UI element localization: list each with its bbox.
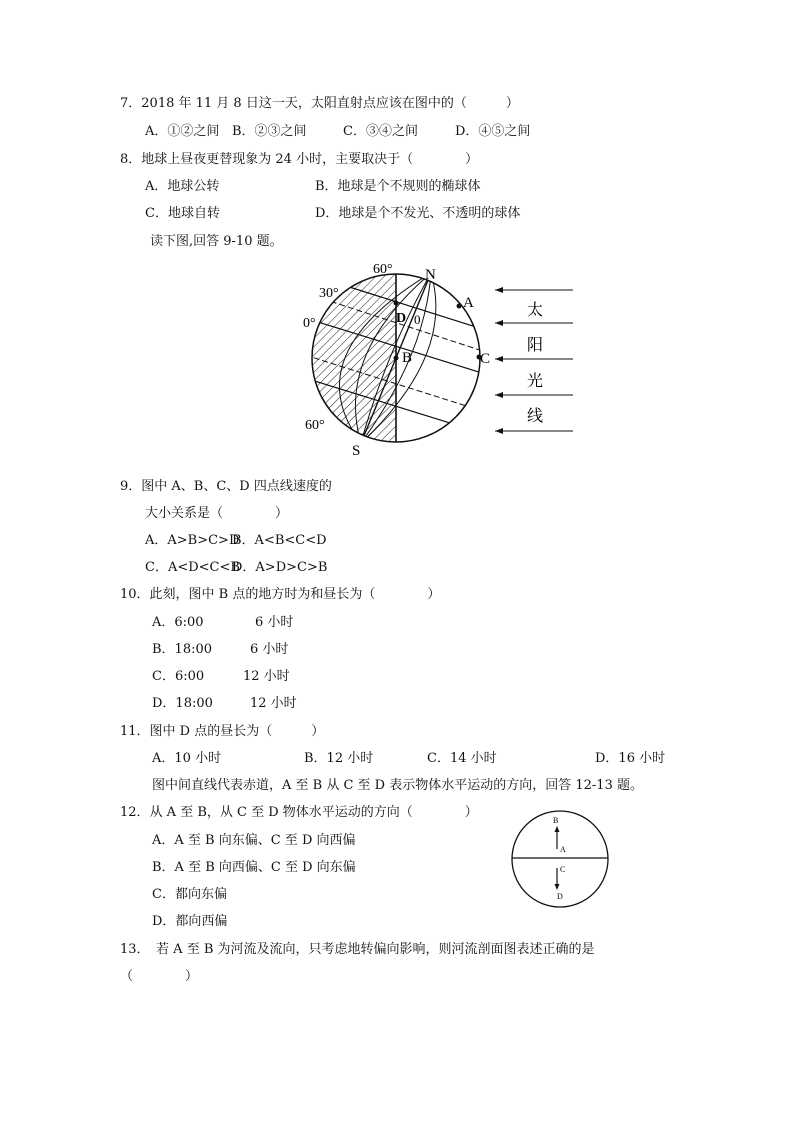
q9-option-d: D．A>D>C>B	[232, 560, 328, 575]
q12-option-a: A．A 至 B 向东偏、C 至 D 向西偏	[152, 833, 356, 848]
q9-option-c: C．A<D<C<B	[145, 560, 240, 575]
intro-9-10: 读下图,回答 9-10 题。	[150, 234, 283, 249]
lat-60-bottom-label: 60°	[305, 418, 325, 433]
q12-option-c: C．都向东偏	[152, 887, 227, 902]
fig2-label-c: C	[560, 865, 566, 874]
sun-arrow-3	[495, 356, 503, 362]
q13-stem: 13． 若 A 至 B 为河流及流向，只考虑地转偏向影响，则河流剖面图表述正确的是	[120, 942, 595, 957]
q9-option-b: B．A<B<C<D	[232, 533, 327, 548]
q7-stem: 7．2018 年 11 月 8 日这一天，太阳直射点应该在图中的（ ）	[120, 96, 519, 111]
q7-option-a: A．①②之间	[145, 124, 220, 139]
arrow-c-to-d-head	[555, 884, 560, 890]
q10-option-c-hours: 12 小时	[243, 669, 290, 684]
sun-arrow-1	[495, 287, 503, 293]
q8-option-b: B．地球是个不规则的椭球体	[315, 179, 481, 194]
q8-option-a: A．地球公转	[145, 179, 220, 194]
fig2-label-b: B	[553, 816, 559, 825]
point-a-label: A	[463, 295, 474, 311]
point-b-label: B	[402, 350, 413, 366]
q9-stem-line2: 大小关系是（ ）	[145, 506, 289, 521]
q8-option-c: C．地球自转	[145, 206, 220, 221]
q11-option-a: A．10 小时	[152, 751, 222, 766]
point-d-label: D	[396, 311, 407, 326]
zero-meridian-label: 0	[414, 312, 421, 327]
fig2-label-a: A	[560, 845, 566, 854]
point-d-dot	[394, 301, 399, 306]
q10-option-b-hours: 6 小时	[250, 642, 289, 657]
fig2-label-d: D	[557, 892, 563, 901]
q12-option-b: B．A 至 B 向西偏、C 至 D 向东偏	[152, 860, 356, 875]
q10-option-a-time: A．6:00	[152, 615, 204, 630]
q10-option-d-time: D．18:00	[152, 696, 213, 711]
q8-option-d: D．地球是个不发光、不透明的球体	[315, 206, 521, 221]
north-pole-label: N	[425, 267, 436, 283]
q8-stem: 8．地球上昼夜更替现象为 24 小时，主要取决于（ ）	[120, 152, 479, 167]
q13-answer-paren: （ ）	[120, 969, 199, 984]
q10-option-c-time: C．6:00	[152, 669, 205, 684]
q9-stem-line1: 9．图中 A、B、C、D 四点线速度的	[120, 479, 332, 494]
sunlight-char-1: 太	[526, 302, 544, 319]
sunlight-char-4: 线	[526, 408, 544, 425]
lat-0-label: 0°	[303, 316, 316, 331]
arrow-a-to-b-head	[555, 826, 560, 832]
q7-option-b: B．②③之间	[232, 124, 307, 139]
lat-60-top-label: 60°	[373, 262, 393, 277]
sunlight-char-2: 阳	[526, 337, 544, 354]
intro-12-13: 图中间直线代表赤道，A 至 B 从 C 至 D 表示物体水平运动的方向，回答 12-13 题。	[152, 778, 643, 793]
sun-arrow-5	[495, 428, 503, 434]
sunlight-char-3: 光	[526, 373, 544, 390]
q7-option-c: C．③④之间	[343, 124, 418, 139]
q10-option-d-hours: 12 小时	[250, 696, 297, 711]
q11-option-b: B．12 小时	[304, 751, 374, 766]
q9-option-a: A．A>B>C>D	[145, 533, 240, 548]
point-a-dot	[457, 304, 462, 309]
point-c-label: C	[480, 351, 491, 367]
q10-stem: 10．此刻，图中 B 点的地方时为和昼长为（ ）	[120, 587, 441, 602]
point-b-dot	[394, 356, 399, 361]
lat-30-label: 30°	[319, 286, 339, 301]
south-pole-label: S	[352, 443, 361, 459]
q7-option-d: D．④⑤之间	[455, 124, 531, 139]
q11-option-c: C．14 小时	[427, 751, 497, 766]
q10-option-a-hours: 6 小时	[255, 615, 294, 630]
sun-arrow-2	[495, 320, 503, 326]
equator-motion-figure	[505, 808, 615, 910]
q11-stem: 11．图中 D 点的昼长为（ ）	[120, 724, 325, 739]
q12-option-d: D．都向西偏	[152, 914, 228, 929]
globe-figure	[295, 255, 585, 460]
sun-arrow-4	[495, 392, 503, 398]
q10-option-b-time: B．18:00	[152, 642, 213, 657]
q11-option-d: D．16 小时	[595, 751, 666, 766]
q12-stem: 12．从 A 至 B，从 C 至 D 物体水平运动的方向（ ）	[120, 805, 478, 820]
